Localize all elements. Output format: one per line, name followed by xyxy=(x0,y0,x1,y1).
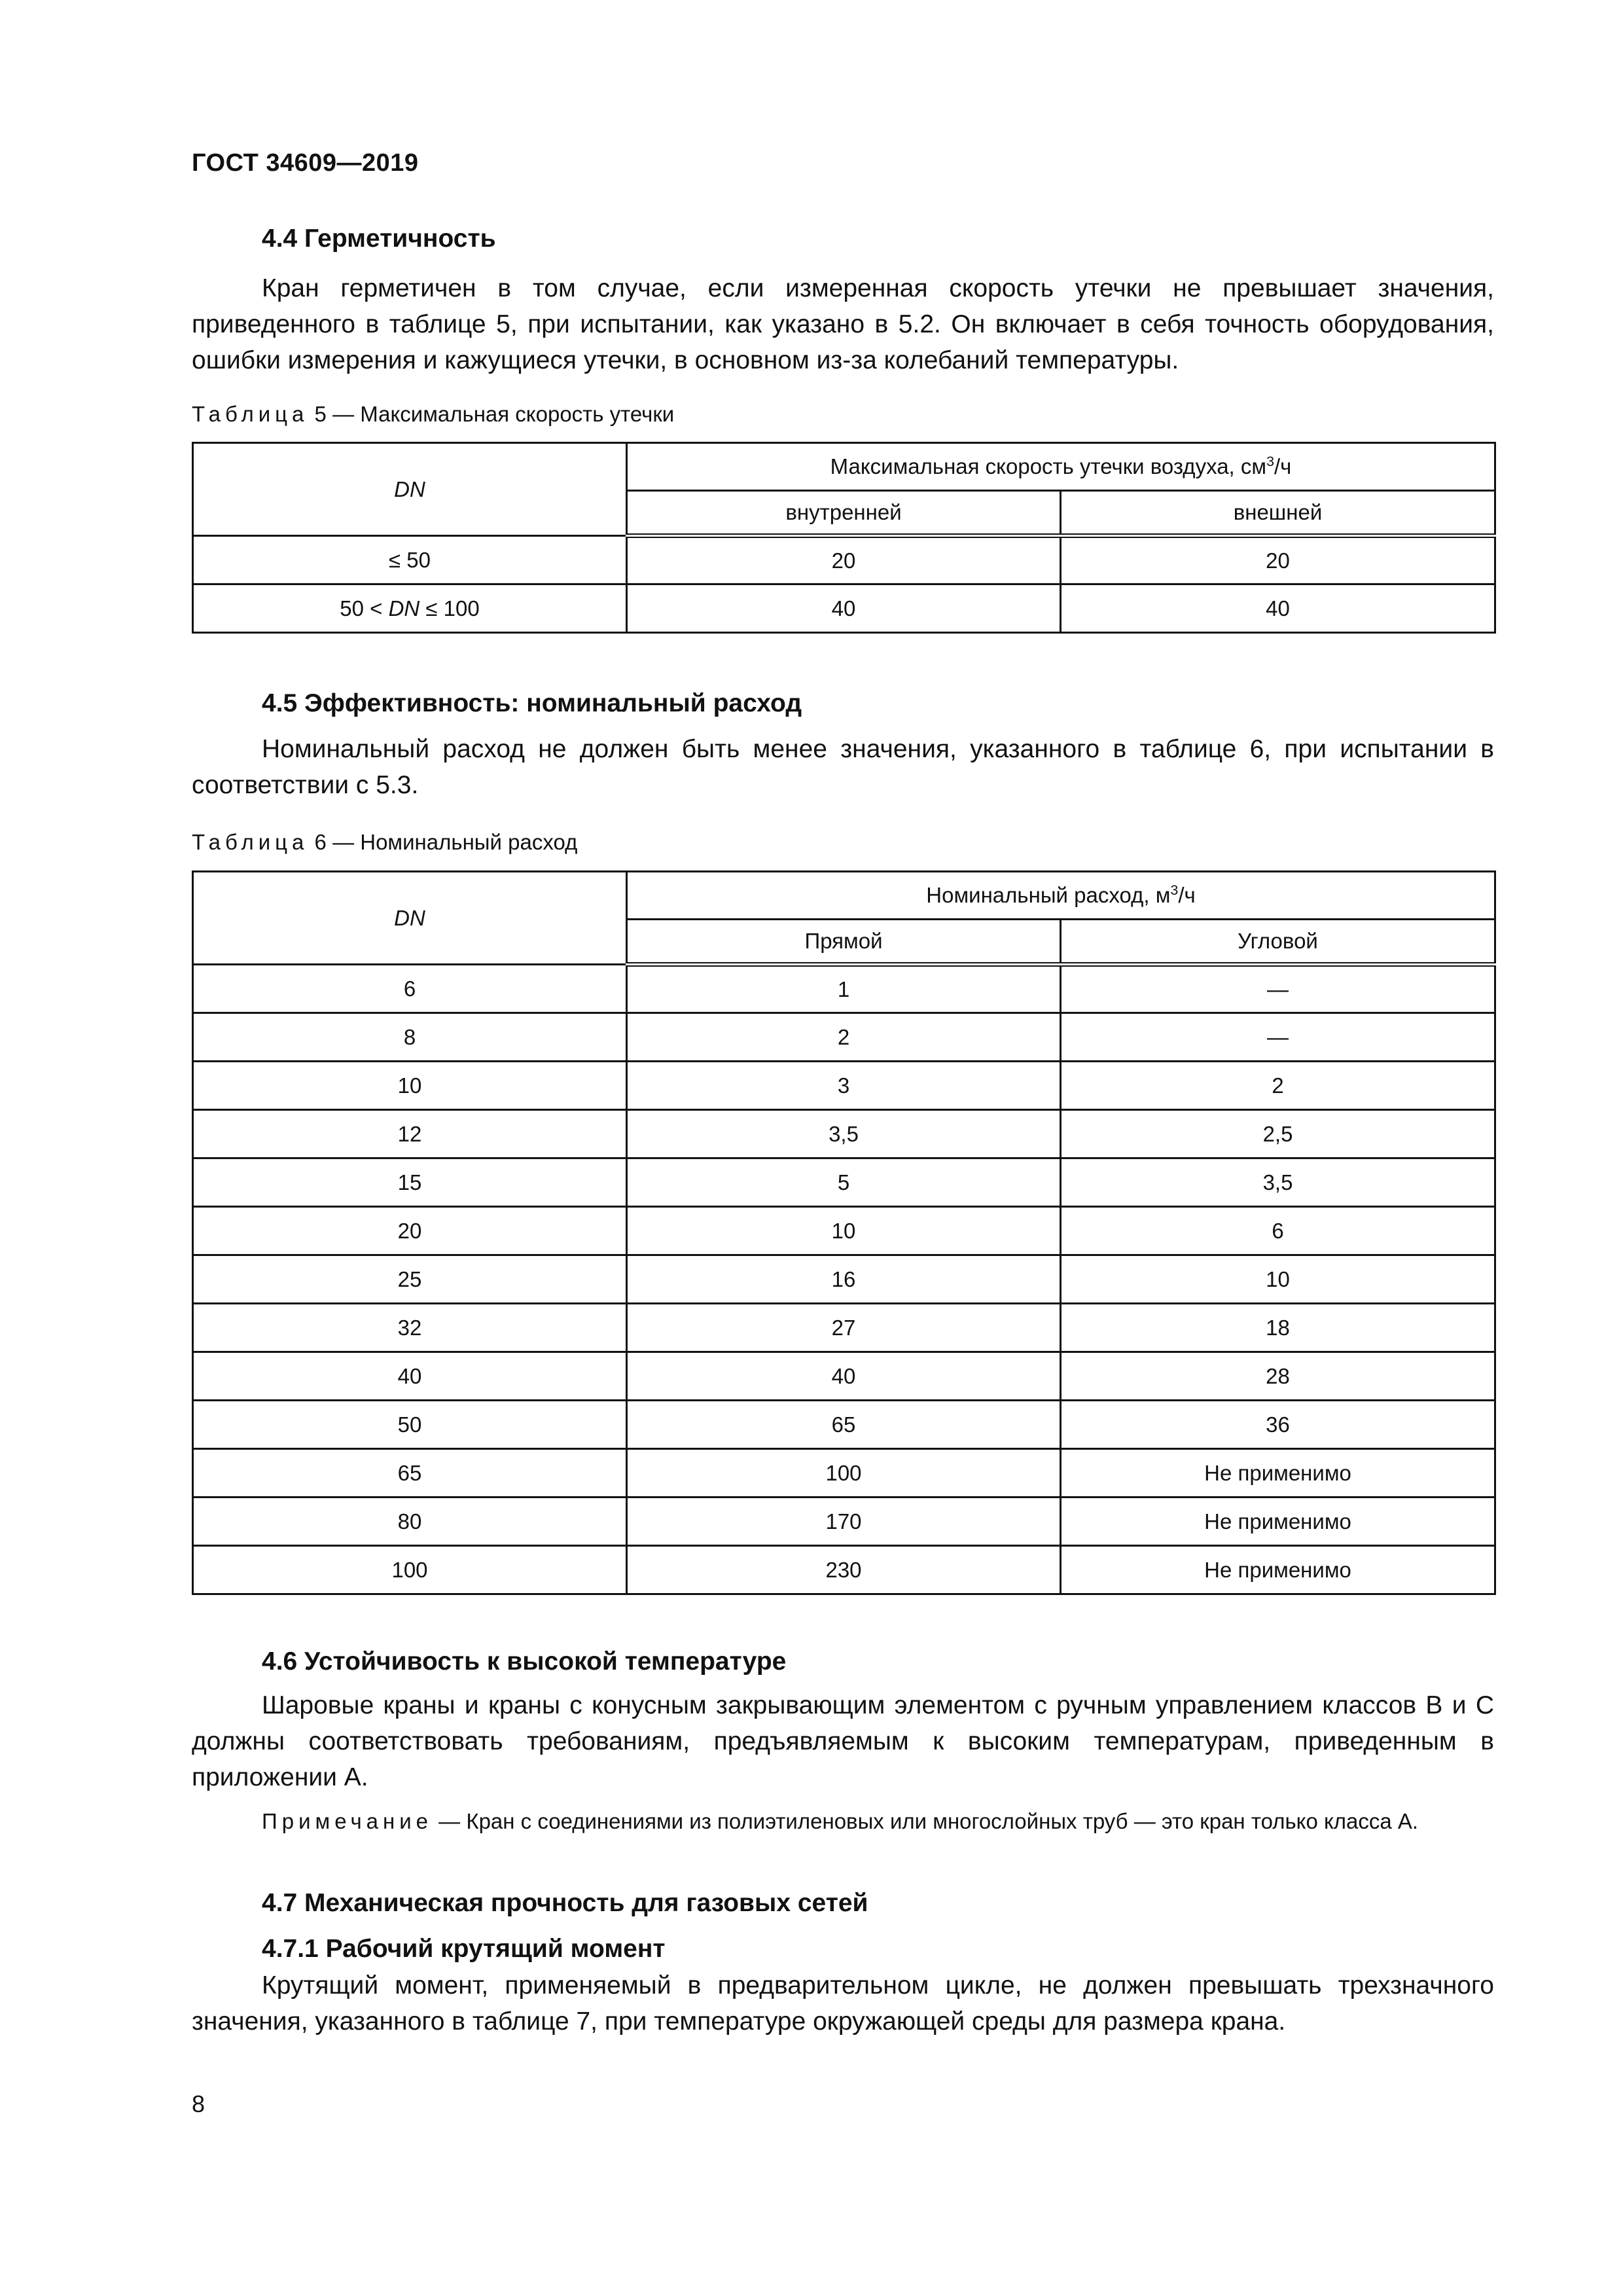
section-4-4-title: 4.4 Герметичность xyxy=(262,224,496,253)
table-6-cell-straight: 3,5 xyxy=(627,1110,1061,1158)
table-6-cell-angle: — xyxy=(1061,1013,1495,1062)
table-6-cell-straight: 65 xyxy=(627,1401,1061,1449)
table-5-cell-external: 40 xyxy=(1061,584,1495,633)
note-text: — Кран с соединениями из полиэтиленовых или многослойных труб — это кран только класса А. xyxy=(433,1809,1419,1833)
table-6-cell-dn: 40 xyxy=(193,1352,627,1401)
table-6-cell-dn: 32 xyxy=(193,1304,627,1352)
table-6-caption-label: Таблица xyxy=(192,830,309,854)
table-6-cell-angle: 28 xyxy=(1061,1352,1495,1401)
table-row xyxy=(193,584,1495,633)
table-5-dn-upper: ≤ 100 xyxy=(419,596,480,620)
section-4-7-title: 4.7 Механическая прочность для газовых сетей xyxy=(262,1889,868,1917)
table-6-cell-straight: 5 xyxy=(627,1158,1061,1207)
table-5-caption xyxy=(192,402,674,427)
table-6-unit-tail: /ч xyxy=(1178,883,1196,907)
table-6-cell-straight: 10 xyxy=(627,1207,1061,1255)
section-4-7-1-title: 4.7.1 Рабочий крутящий момент xyxy=(262,1935,666,1963)
table-6-cell-straight: 40 xyxy=(627,1352,1061,1401)
table-6-cell-angle: Не применимо xyxy=(1061,1546,1495,1594)
table-5-unit-tail: /ч xyxy=(1274,454,1292,478)
table-6-cell-straight: 230 xyxy=(627,1546,1061,1594)
section-4-5-text: Номинальный расход не должен быть менее значения, указанного в таблице 6, при испытании в соответствии с 5.3. xyxy=(192,735,1494,799)
table-5-header-group xyxy=(627,443,1495,491)
table-6-cell-angle: 3,5 xyxy=(1061,1158,1495,1207)
table-row xyxy=(193,1401,1495,1449)
table-row xyxy=(193,1255,1495,1304)
table-6-cell-dn: 20 xyxy=(193,1207,627,1255)
table-row xyxy=(193,1013,1495,1062)
table-6 xyxy=(192,870,1496,1595)
table-row xyxy=(193,965,1495,1013)
table-6-cell-dn: 8 xyxy=(193,1013,627,1062)
table-5-dn-symbol: DN xyxy=(388,596,420,620)
note-label: Примечание xyxy=(262,1809,433,1833)
table-6-cell-angle: Не применимо xyxy=(1061,1498,1495,1546)
section-4-6-note xyxy=(192,1805,1494,1837)
table-6-caption xyxy=(192,830,577,855)
table-6-unit-exponent: 3 xyxy=(1170,882,1179,899)
table-6-cell-straight: 170 xyxy=(627,1498,1061,1546)
table-5-unit-exponent: 3 xyxy=(1266,454,1275,470)
table-5-header-external: внешней xyxy=(1061,491,1495,536)
section-4-6-title: 4.6 Устойчивость к высокой температуре xyxy=(262,1647,787,1676)
table-row xyxy=(193,1546,1495,1594)
table-6-cell-straight: 1 xyxy=(627,965,1061,1013)
table-row xyxy=(193,1304,1495,1352)
table-5-group-label: Максимальная скорость утечки воздуха, см xyxy=(830,454,1267,478)
table-5-header-internal: внутренней xyxy=(627,491,1061,536)
table-6-cell-dn: 6 xyxy=(193,965,627,1013)
table-6-cell-dn: 65 xyxy=(193,1449,627,1498)
table-6-cell-angle: 36 xyxy=(1061,1401,1495,1449)
table-6-cell-straight: 3 xyxy=(627,1062,1061,1110)
table-row xyxy=(193,1207,1495,1255)
table-6-header-group xyxy=(627,872,1495,920)
table-row xyxy=(193,1352,1495,1401)
table-6-header-dn: DN xyxy=(193,872,627,965)
table-5-cell-dn: ≤ 50 xyxy=(193,536,627,584)
table-6-cell-angle: 18 xyxy=(1061,1304,1495,1352)
table-5-dn-lower: 50 < xyxy=(340,596,389,620)
page-number: 8 xyxy=(192,2090,205,2117)
table-6-cell-straight: 2 xyxy=(627,1013,1061,1062)
table-6-cell-angle: 10 xyxy=(1061,1255,1495,1304)
table-6-cell-dn: 12 xyxy=(193,1110,627,1158)
table-6-cell-angle: — xyxy=(1061,965,1495,1013)
table-6-header-angle: Угловой xyxy=(1061,920,1495,965)
table-5-caption-text: 5 — Максимальная скорость утечки xyxy=(308,402,675,426)
section-4-4-text: Кран герметичен в том случае, если измеренная скорость утечки не превышает значения, приведенного в таблице 5, при испытании, как указано в 5.2. Он включает в себя точность оборудования, ошибки измерения и кажущиеся утечки, в основном из-за колебаний температуры. xyxy=(192,274,1494,374)
table-5-cell-internal: 40 xyxy=(627,584,1061,633)
table-row xyxy=(193,1449,1495,1498)
table-5-header-dn: DN xyxy=(193,443,627,536)
table-6-cell-straight: 27 xyxy=(627,1304,1061,1352)
table-6-group-label: Номинальный расход, м xyxy=(926,883,1171,907)
table-6-cell-angle: 6 xyxy=(1061,1207,1495,1255)
table-6-cell-angle: 2 xyxy=(1061,1062,1495,1110)
table-row xyxy=(193,536,1495,584)
table-5-cell-dn xyxy=(193,584,627,633)
table-6-cell-dn: 25 xyxy=(193,1255,627,1304)
table-6-cell-dn: 15 xyxy=(193,1158,627,1207)
table-6-cell-straight: 16 xyxy=(627,1255,1061,1304)
table-6-cell-angle: 2,5 xyxy=(1061,1110,1495,1158)
table-5-caption-label: Таблица xyxy=(192,402,309,426)
table-6-cell-angle: Не применимо xyxy=(1061,1449,1495,1498)
document-code: ГОСТ 34609—2019 xyxy=(192,149,419,177)
table-6-cell-straight: 100 xyxy=(627,1449,1061,1498)
table-5 xyxy=(192,442,1496,634)
section-4-6-text: Шаровые краны и краны с конусным закрывающим элементом с ручным управлением классов В и С должны соответствовать требованиям, предъявляемым к высоким температурам, приведенным в приложении А. xyxy=(192,1691,1494,1791)
table-row xyxy=(193,1110,1495,1158)
table-row xyxy=(193,1498,1495,1546)
table-6-cell-dn: 100 xyxy=(193,1546,627,1594)
table-6-header-straight: Прямой xyxy=(627,920,1061,965)
table-5-cell-external: 20 xyxy=(1061,536,1495,584)
section-4-7-1-text: Крутящий момент, применяемый в предварительном цикле, не должен превышать трехзначного значения, указанного в таблице 7, при температуре окружающей среды для размера крана. xyxy=(192,1971,1494,2036)
table-6-cell-dn: 80 xyxy=(193,1498,627,1546)
table-6-cell-dn: 50 xyxy=(193,1401,627,1449)
section-4-5-title: 4.5 Эффективность: номинальный расход xyxy=(262,689,802,717)
table-row xyxy=(193,1158,1495,1207)
table-row xyxy=(193,1062,1495,1110)
table-5-cell-internal: 20 xyxy=(627,536,1061,584)
table-6-caption-text: 6 — Номинальный расход xyxy=(308,830,578,854)
table-6-cell-dn: 10 xyxy=(193,1062,627,1110)
